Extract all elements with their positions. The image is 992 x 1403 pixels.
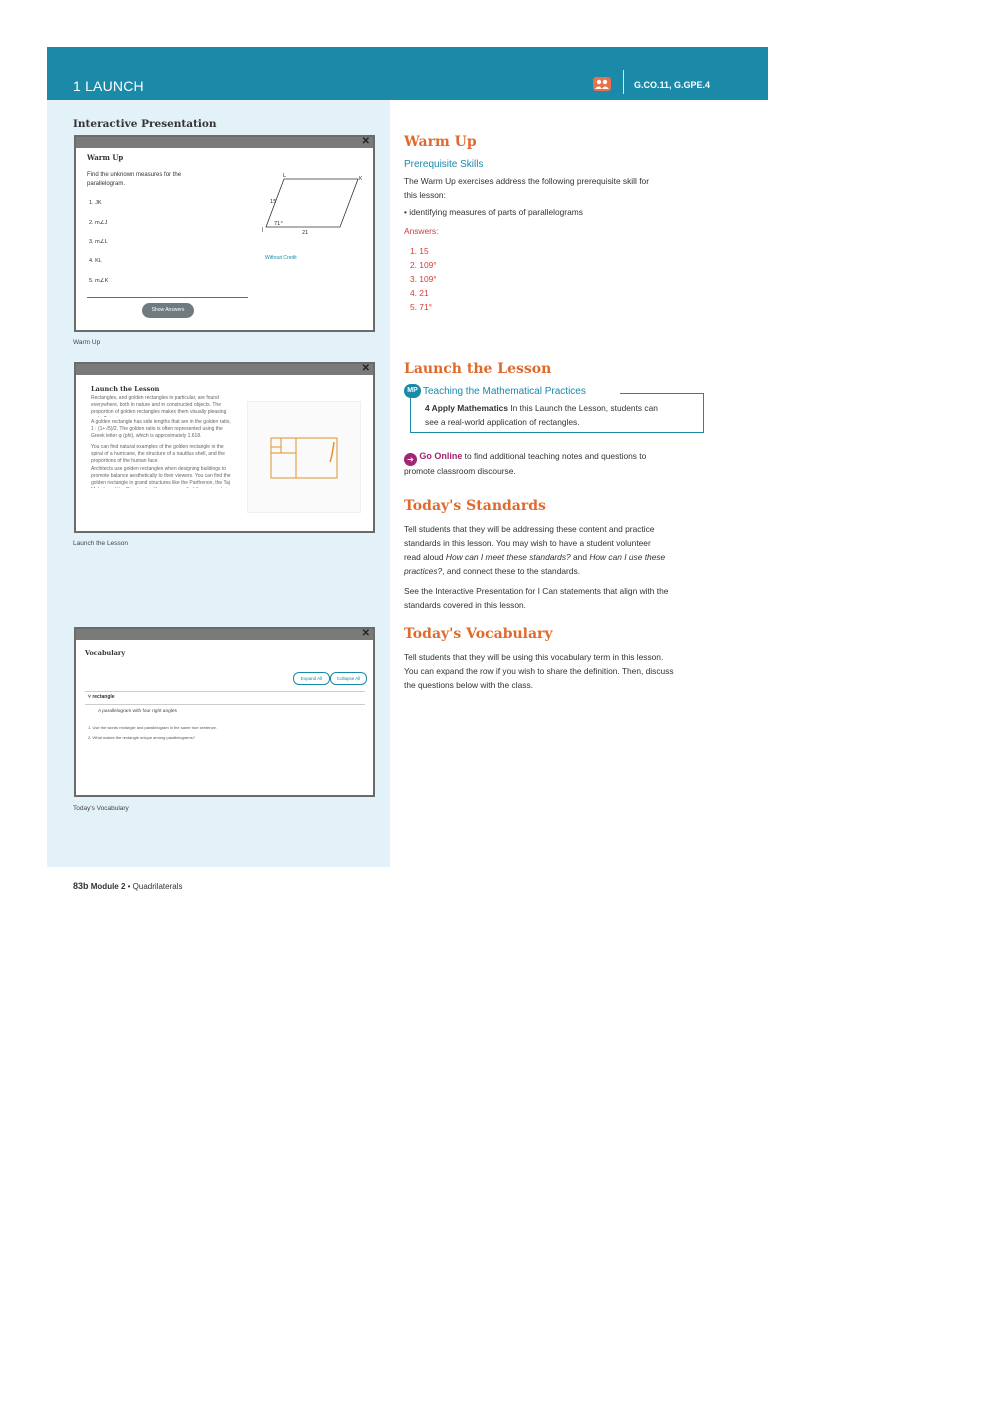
launch-para-1: Rectangles, and golden rectangles in particular, are found everywhere, both in nature and in constructed objects. The proportion of golden rectangles makes them visually pleasing [91,395,227,415]
vocabulary-line-1: Tell students that they will be using this vocabulary term in this lesson. [404,652,664,662]
close-icon[interactable]: ✕ [361,363,370,374]
answers-label: Answers: [404,226,439,236]
mp-practice-name: 4 Apply Mathematics [425,403,508,413]
vocabulary-title: Today's Vocabulary [404,626,553,642]
warmup-item-5: 5. m∠K [89,278,109,284]
standards-line-1: Tell students that they will be addressing these content and practice [404,524,655,534]
mp-title: Teaching the Mathematical Practices [423,386,586,397]
group-icon [593,77,611,91]
answer-underline [87,297,248,298]
warmup-card[interactable] [74,135,375,332]
standards-codes: G.CO.11, G.GPE.4 [634,80,711,90]
vocabulary-card[interactable] [74,627,375,797]
warmup-caption: Warm Up [73,339,101,346]
without-credit-link[interactable]: Without Credit [265,255,297,261]
vocab-rule-top [85,691,365,692]
warmup-card-heading: Warm Up [87,153,124,162]
standards-l3i2: How can I use these [589,552,666,562]
header-divider [623,70,624,94]
vocab-question-2: 2. What makes the rectangle unique among parallelograms? [88,735,195,740]
launch-card[interactable] [74,362,375,533]
vocab-definition: A parallelogram with four right angles [98,709,177,714]
vocab-rule-bottom [85,704,365,705]
standards-line-2: standards in this lesson. You may wish to have a student volunteer [404,538,651,548]
vertex-l: L [283,173,286,179]
golden-rectangle-image [247,401,361,513]
module-topic: Quadrilaterals [132,882,183,891]
close-icon[interactable]: ✕ [361,136,370,147]
warmup-text-2: this lesson: [404,190,446,200]
vocabulary-line-3: the questions below with the class. [404,680,533,690]
warmup-item-1: 1. JK [89,200,102,206]
interactive-presentation-title: Interactive Presentation [73,118,217,130]
warmup-bullet: • identifying measures of parts of parallelograms [404,207,583,217]
answer-2: 2. 109° [410,260,437,270]
launch-title: Launch the Lesson [404,361,552,377]
golden-spiral-figure [248,402,360,512]
answer-3: 3. 109° [410,274,437,284]
standards-l3i: How can I meet these standards? [445,552,571,562]
warmup-title: Warm Up [404,134,477,150]
vocab-caption: Today's Vocabulary [73,805,129,812]
section-title: 1 LAUNCH [73,78,144,94]
angle-label: 71° [274,221,283,227]
warmup-text-1: The Warm Up exercises address the following prerequisite skill for [404,176,649,186]
show-answers-button[interactable]: Show Answers [142,303,194,318]
standards-line-5: See the Interactive Presentation for I Can statements that align with the [404,586,669,596]
mp-badge-icon: MP [404,384,421,398]
vertex-j: J [262,227,264,233]
expand-all-button[interactable]: Expand All [293,672,330,685]
card-titlebar [76,364,373,375]
mp-box-topline [620,393,704,394]
card-titlebar [76,137,373,148]
collapse-all-button[interactable]: Collapse All [330,672,367,685]
warmup-item-2: 2. m∠J [89,220,108,226]
vocab-card-heading: Vocabulary [85,649,126,657]
close-icon[interactable]: ✕ [361,628,370,639]
go-online-link[interactable]: Go Online [419,451,463,461]
page-number: 83b [73,881,89,891]
mp-text-1: In this Launch the Lesson, students can [508,403,658,413]
prerequisite-skills-heading: Prerequisite Skills [404,159,484,170]
launch-para-4: Architects use golden rectangles when designing buildings to promote balance aesthetically to their viewers. You can find the golden rectangle in grand structures like the Parthenon, the Taj [91,466,231,486]
vocab-term-row[interactable] [88,694,115,700]
chevron-down-icon: ˅ [88,694,93,700]
base-label: 21 [302,230,309,236]
launch-card-heading: Launch the Lesson [91,385,160,393]
warmup-item-3: 3. m∠L [89,239,108,245]
launch-para-3: You can find natural examples of the golden rectangle in the spiral of a hurricane, the structure of a nautilus shell, and the proportions of the human face. [91,444,225,464]
mp-text-line-1 [425,401,658,415]
parallelogram-figure [262,167,362,237]
warmup-card-prompt: Find the unknown measures for the parallelogram. [87,172,182,187]
warmup-item-4: 4. KL [89,258,102,264]
section-header [47,47,768,100]
side-label: 15 [270,199,277,205]
answer-4: 4. 21 [410,288,429,298]
mp-text-line-2: see a real-world application of rectangles. [425,417,580,427]
vocab-question-1: 1. Use the words rectangle and parallelogram in the same true sentence. [88,725,217,730]
page-footer [73,881,182,891]
go-online-text-1: to find additional teaching notes and questions to [462,451,647,461]
footer-separator: • [125,882,133,891]
launch-para-2: A golden rectangle has side lengths that are in the golden ratio, 1 : (1+√5)/2. The golden ratio is often represented using the Greek letter φ (phi), which is approximately 1.618. [91,419,231,439]
launch-caption: Launch the Lesson [73,540,128,547]
standards-line-6: standards covered in this lesson. [404,600,526,610]
go-online-text-2: promote classroom discourse. [404,466,516,476]
module-label: Module 2 [90,882,126,891]
standards-line-3 [404,550,665,564]
vertex-k: K [359,176,362,182]
standards-l4i: practices? [404,566,443,576]
answer-1: 1. 15 [410,246,429,256]
standards-line-4 [404,564,580,578]
vocab-term: rectangle [92,694,115,700]
standards-l4b: , and connect these to the standards. [442,566,580,576]
vocabulary-line-2: You can expand the row if you wish to share the definition. Then, discuss [404,666,674,676]
go-online-icon: ➔ [404,453,417,466]
standards-l3a: read aloud [404,552,446,562]
card-titlebar [76,629,373,640]
standards-l3b: and [570,552,590,562]
standards-title: Today's Standards [404,498,546,514]
answer-5: 5. 71° [410,302,432,312]
